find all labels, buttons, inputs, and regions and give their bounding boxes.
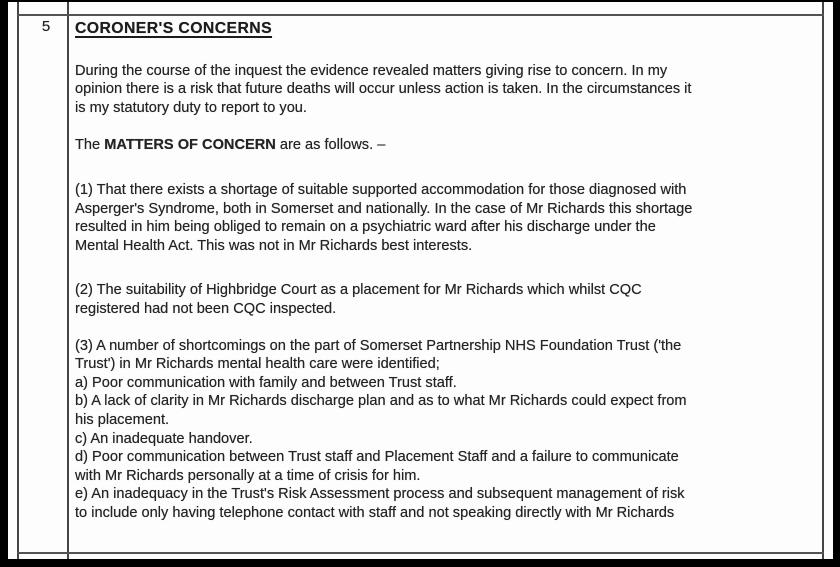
text-line: During the course of the inquest the evidence revealed matters giving rise to concern. In my [75,62,668,79]
text-line: e) An inadequacy in the Trust's Risk Assessment process and subsequent management of risk [75,486,685,503]
table-border-left [17,2,19,559]
section-number: 5 [41,18,51,35]
concern-1-paragraph [75,181,817,255]
text-line: Mental Health Act. This was not in Mr Richards best interests. [75,237,473,254]
matters-of-concern-line [75,136,817,155]
text-line: is my statutory duty to report to you. [75,99,307,116]
text-line: resulted in him being obliged to remain on a psychiatric ward after his discharge under the [75,219,656,236]
text-line: (2) The suitability of Highbridge Court as a placement for Mr Richards which whilst CQC [75,282,642,299]
text-line: opinion there is a risk that future deaths will occur unless action is taken. In the circumstances it [75,81,692,98]
text-line: a) Poor communication with family and between Trust staff. [75,374,457,391]
table-border-right [822,2,824,559]
text-line: (3) A number of shortcomings on the part of Somerset Partnership NHS Foundation Trust ('the [75,337,682,354]
text-line: (1) That there exists a shortage of suitable supported accommodation for those diagnosed with [75,181,687,198]
text-line: with Mr Richards personally at a time of crisis for him. [75,467,421,484]
text-line: to include only having telephone contact with staff and not speaking directly with Mr Richards [75,504,675,521]
text-line [75,136,817,155]
text-line: b) A lack of clarity in Mr Richards discharge plan and as to what Mr Richards could expect from [75,393,687,410]
text-line: registered had not been CQC inspected. [75,300,337,317]
bold-text: MATTERS OF CONCERN [104,137,276,154]
text: The [75,137,105,154]
table-row-border-top [17,14,824,16]
concern-2-paragraph [75,281,817,318]
text-line: Asperger's Syndrome, both in Somerset and nationally. In the case of Mr Richards this shortage [75,200,693,217]
text-line: d) Poor communication between Trust staff and Placement Staff and a failure to communicate [75,449,679,466]
text-line: his placement. [75,411,170,428]
text-line: c) An inadequate handover. [75,430,253,447]
concern-3-paragraph [75,337,817,523]
intro-paragraph [75,62,817,118]
section-body [75,62,817,523]
text-line: Trust') in Mr Richards mental health care were identified; [75,356,440,373]
section-heading: CORONER'S CONCERNS [75,20,273,37]
text: are as follows. – [275,137,386,154]
table-row-border-bottom [17,552,824,554]
coroners-concerns-cell [75,20,817,522]
table-column-divider [67,2,69,559]
document-page [8,2,833,559]
